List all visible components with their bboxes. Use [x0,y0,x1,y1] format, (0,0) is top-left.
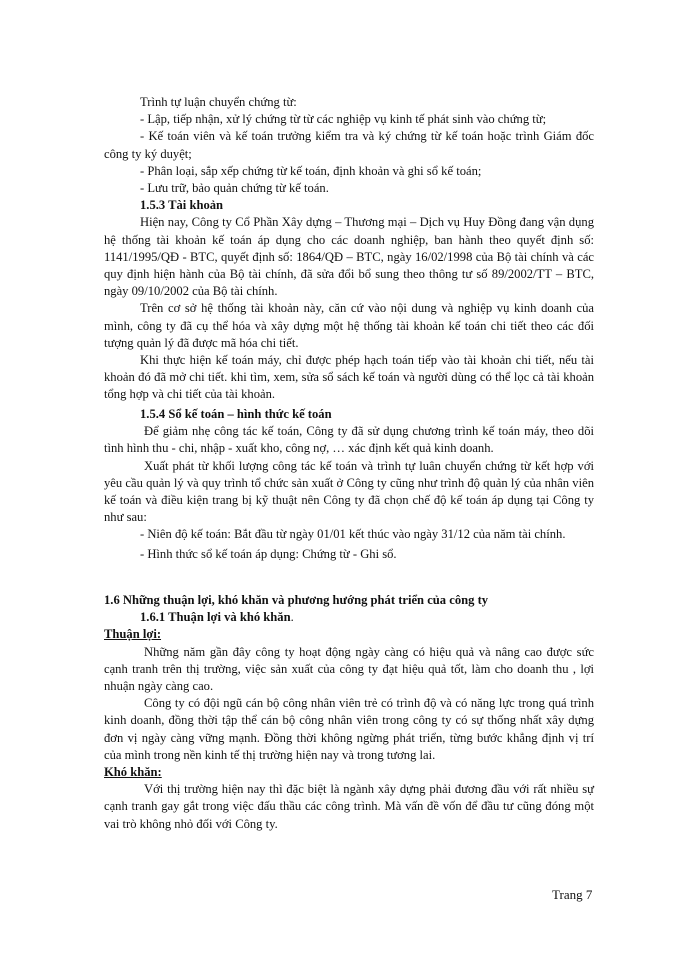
page-number: Trang 7 [552,887,593,902]
heading-1-6: 1.6 Những thuận lợi, khó khăn và phương hướng phát triển của công ty [104,593,489,607]
books-paragraph-2: Xuất phát từ khối lượng công tác kế toán và trình tự luân chuyển chứng từ kết hợp với yêu cầu quản lý và quy trình tổ chức sản xuất ở Công ty cũng như trình độ quản lý của nhân viên kế toán và điều kiện trang bị kỹ thuật nên Công ty đã chọn chế độ kế toán áp dụng tại Công ty như sau: [104,458,594,525]
books-item-form: - Hình thức sổ kế toán áp dụng: Chứng từ - Ghi sổ. [140,546,397,561]
heading-1-5-4: 1.5.4 Sổ kế toán – hình thức kế toán [140,407,332,421]
difficulties-label: Khó khăn: [104,765,162,780]
advantages-paragraph-2: Công ty có đội ngũ cán bộ công nhân viên trẻ có trình độ và có năng lực trong quá trình kinh doanh, đồng thời tập thể cán bộ công nhân viên trong công ty có sự thống nhất xây dựng đơn vị ngày càng vững mạnh. Đồng thời không ngừng phát triển, từng bước khẳng định vị trí của mình trong nền kinh tế thị trường hiện nay và trong tương lai. [104,696,594,762]
advantages-label: Thuận lợi: [104,627,162,642]
procedure-intro: Trình tự luận chuyển chứng từ: [140,95,297,109]
accounts-paragraph-3: Khi thực hiện kế toán máy, chỉ được phép hạch toán tiếp vào tài khoản chi tiết, nếu tài khoản đó đã mở chi tiết. khi tìm, xem, sửa sổ sách kế toán và người dùng có thể lọc cả tài khoản tổng hợp và chi tiết của tài khoản. [104,353,594,402]
section-1-5-3 [104,94,594,404]
section-1-6 [104,592,594,833]
heading-1-6-1 [104,609,594,626]
advantages-paragraph-1: Những năm gần đây công ty hoạt động ngày càng có hiệu quả và nâng cao được sức cạnh tranh trên thị trường, việc sản xuất của công ty đạt hiệu quả tốt, làm cho doanh thu , lợi nhuận ngày càng cao. [104,644,594,694]
difficulties-paragraph-1: Với thị trường hiện nay thì đặc biệt là ngành xây dựng phải đương đầu với rất nhiều sự cạnh tranh gay gắt trong việc đấu thầu các công trình. Mà vấn đề vốn để đầu tư cũng đóng một vai trò không nhỏ đối với Công ty. [104,782,594,831]
accounts-paragraph-2: Trên cơ sở hệ thống tài khoản này, căn cứ vào nội dung và nghiệp vụ kinh doanh của mình, công ty đã cụ thể hóa và xây dựng một hệ thống tài khoản kế toán chi tiết theo các đối tượng quản lý đã được mã hóa chi tiết. [104,301,594,350]
accounts-paragraph-1: Hiện nay, Công ty Cổ Phần Xây dựng – Thương mại – Dịch vụ Huy Đồng đang vận dụng hệ thống tài khoản kế toán áp dụng cho các doanh nghiệp, ban hành theo quyết định số: 1141/1995/QĐ - BTC, quyết định số: 1864/QĐ – BTC, ngày 16/02/1998 của Bộ tài chính và các quy định hiện hành của Bộ tài chính, đã sửa đổi bổ sung theo thông tư số 89/2002/TT – BTC, ngày 09/10/2002 của Bộ tài chính. [104,215,594,299]
procedure-step-1: - Lập, tiếp nhận, xử lý chứng từ từ các nghiệp vụ kinh tế phát sinh vào chứng từ; [140,112,547,127]
heading-1-5-3: 1.5.3 Tài khoản [140,198,224,213]
books-paragraph-1: Để giảm nhẹ công tác kế toán, Công ty đã sử dụng chương trình kế toán máy, theo dõi tình hình thu - chi, nhập - xuất kho, công nợ, … xác định kết quả kinh doanh. [104,424,594,456]
books-item-fiscal-year: - Niên độ kế toán: Bắt đầu từ ngày 01/01 kết thúc vào ngày 31/12 của năm tài chính. [140,527,566,542]
heading-1-6-1-text: 1.6.1 Thuận lợi và khó khăn [140,610,291,625]
section-1-5-4 [104,406,594,563]
procedure-step-2: - Kế toán viên và kế toán trưởng kiểm tra và ký chứng từ kế toán hoặc trình Giám đốc công ty ký duyệt; [104,129,594,161]
heading-1-6-1-tail: . [290,610,294,625]
procedure-step-3: - Phân loại, sắp xếp chứng từ kế toán, định khoản và ghi sổ kế toán; [140,163,482,178]
procedure-step-4: - Lưu trữ, bảo quản chứng từ kế toán. [140,181,329,196]
